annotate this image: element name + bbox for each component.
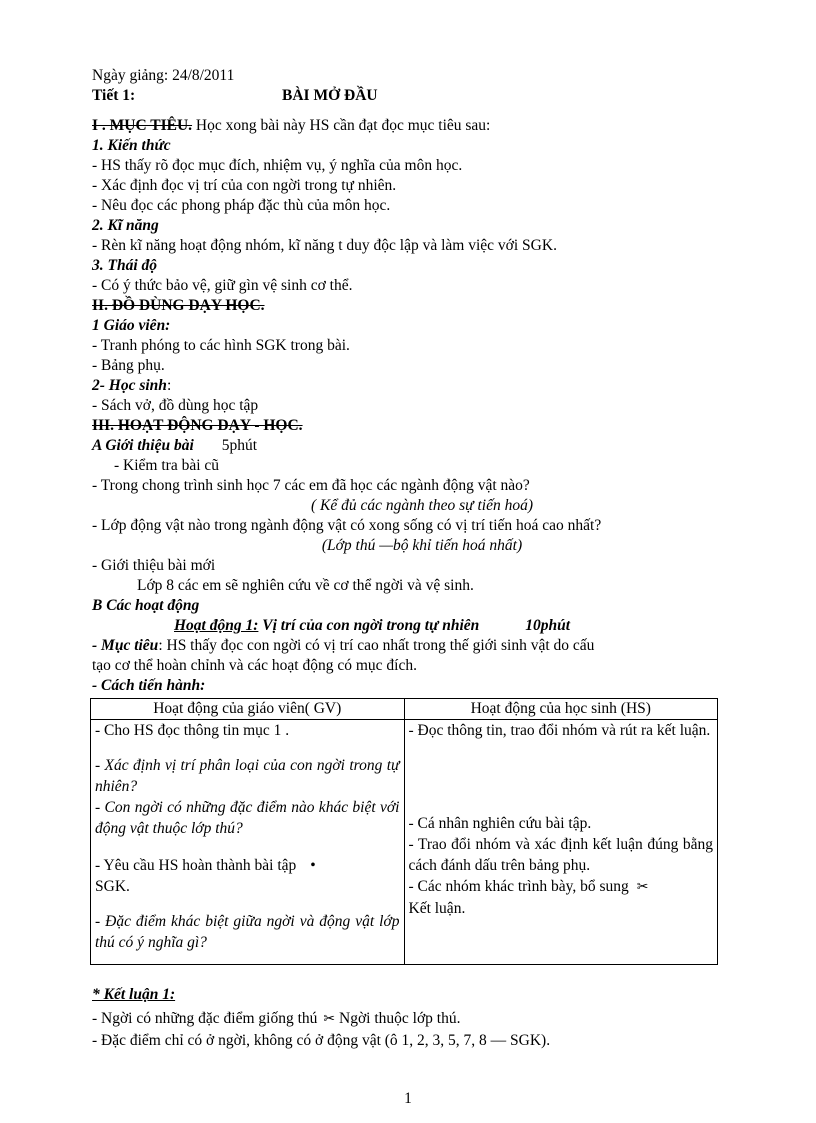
knowledge-item: - HS thấy rõ đọc mục đích, nhiệm vụ, ý nghĩa của môn học. bbox=[92, 157, 463, 174]
conclusion-heading: * Kết luận 1: bbox=[92, 986, 176, 1003]
method-label: - Cách tiến hành: bbox=[92, 677, 206, 694]
knowledge-heading: 1. Kiến thức bbox=[92, 137, 171, 154]
teacher-item: - Bảng phụ. bbox=[92, 357, 165, 374]
teacher-step-3: - Con ngời có những đặc điểm nào khác biệt với động vật thuộc lớp thú? bbox=[95, 799, 400, 837]
activity-1-title-line bbox=[92, 616, 752, 636]
conclusion-line-2: - Đặc điểm chỉ có ở ngời, không có ở động vật (ô 1, 2, 3, 5, 7, 8 — SGK). bbox=[92, 1032, 551, 1049]
skills-item: - Rèn kĩ năng hoạt động nhóm, kĩ năng t duy độc lập và làm việc với SGK. bbox=[92, 237, 557, 254]
teacher-heading: 1 Giáo viên: bbox=[92, 317, 171, 334]
teacher-item: - Tranh phóng to các hình SGK trong bài. bbox=[92, 337, 350, 354]
attitude-heading: 3. Thái độ bbox=[92, 257, 158, 274]
student-item: - Sách vở, đồ dùng học tập bbox=[92, 397, 259, 414]
teacher-step-4b: SGK. bbox=[95, 878, 130, 895]
check-old-lesson: - Kiểm tra bài cũ bbox=[114, 457, 220, 474]
lesson-title: BÀI MỞ ĐẦU bbox=[282, 87, 378, 104]
objectives-line bbox=[92, 116, 752, 136]
student-heading: 2- Học sinh bbox=[92, 377, 167, 394]
activity-table bbox=[90, 698, 718, 965]
teacher-step-1: - Cho HS đọc thông tin mục 1 . bbox=[95, 722, 290, 739]
knowledge-item: - Nêu đọc các phong pháp đặc thù của môn học. bbox=[92, 197, 391, 214]
student-heading-line bbox=[92, 376, 752, 396]
objectives-text: Học xong bài này HS cần đạt đọc mục tiêu sau: bbox=[192, 117, 491, 134]
new-lesson-intro: - Giới thiệu bài mới bbox=[92, 557, 216, 574]
new-lesson-text: Lớp 8 các em sẽ nghiên cứu về cơ thể ngời và vệ sinh. bbox=[137, 577, 474, 594]
table-row bbox=[91, 720, 718, 965]
materials-heading: II. ĐỒ DÙNG DẠY HỌC. bbox=[92, 297, 265, 314]
student-column-header: Hoạt động của học sinh (HS) bbox=[404, 699, 718, 720]
answer-2: (Lớp thú —bộ khỉ tiến hoá nhất) bbox=[321, 537, 523, 554]
student-heading-colon: : bbox=[166, 377, 172, 394]
scissors-icon: ✂ bbox=[323, 1011, 336, 1027]
activities-heading: B Các hoạt động bbox=[92, 597, 200, 614]
spacer bbox=[92, 106, 752, 116]
lesson-number: Tiết 1: bbox=[92, 87, 136, 104]
intro-heading: A Giới thiệu bài bbox=[92, 437, 194, 454]
scissors-icon: ✂ bbox=[636, 879, 649, 895]
goal-label: - Mục tiêu bbox=[92, 637, 159, 654]
student-step-4: - Trao đổi nhóm và xác định kết luận đúng bằng cách đánh dấu trên bảng phụ. bbox=[408, 836, 713, 874]
student-activities-cell bbox=[404, 720, 718, 965]
objectives-label: I . MỤC TIÊU. bbox=[92, 117, 193, 134]
teacher-step-4: - Yêu cầu HS hoàn thành bài tập • bbox=[95, 857, 316, 874]
goal-line bbox=[92, 636, 752, 656]
goal-text: : HS thấy đọc con ngời có vị trí cao nhất trong thế giới sinh vật do cấu bbox=[158, 637, 595, 654]
answer-1: ( Kể đủ các ngành theo sự tiến hoá) bbox=[311, 497, 533, 514]
attitude-item: - Có ý thức bảo vệ, giữ gìn vệ sinh cơ thể. bbox=[92, 277, 353, 294]
skills-heading: 2. Kĩ năng bbox=[92, 217, 159, 234]
table-header-row bbox=[91, 699, 718, 720]
knowledge-item: - Xác định đọc vị trí của con ngời trong tự nhiên. bbox=[92, 177, 397, 194]
teacher-column-header: Hoạt động của giáo viên( GV) bbox=[91, 699, 405, 720]
intro-heading-line bbox=[92, 436, 752, 456]
activity-1-time: 10phút bbox=[525, 617, 571, 634]
student-step-5b: Kết luận. bbox=[408, 900, 466, 917]
question-1: - Trong chong trình sinh học 7 các em đã học các ngành động vật nào? bbox=[92, 477, 530, 494]
date-line: Ngày giảng: 24/8/2011 bbox=[92, 67, 235, 84]
title-row bbox=[92, 86, 752, 106]
teacher-activities-cell bbox=[91, 720, 405, 965]
activities-section-heading: III. HOẠT ĐỘNG DẠY - HỌC. bbox=[92, 417, 303, 434]
student-step-5: - Các nhóm khác trình bày, bổ sung ✂ bbox=[408, 878, 649, 895]
teacher-step-2: - Xác định vị trí phân loại của con ngời trong tự nhiên? bbox=[95, 757, 400, 795]
student-step-3: - Cá nhân nghiên cứu bài tập. bbox=[408, 815, 592, 832]
intro-time: 5phút bbox=[221, 437, 258, 454]
document-page bbox=[92, 66, 752, 1051]
student-step-1: - Đọc thông tin, trao đổi nhóm và rút ra kết luận. bbox=[408, 722, 711, 739]
conclusion-line-1: - Ngời có những đặc điểm giống thú ✂ Ngời thuộc lớp thú. bbox=[92, 1010, 461, 1027]
teacher-step-5: - Đặc điểm khác biệt giữa ngời và động vật lớp thú có ý nghĩa gì? bbox=[95, 913, 400, 951]
goal-text-2: tạo cơ thể hoàn chỉnh và các hoạt động có mục đích. bbox=[92, 657, 417, 674]
activity-1-name: Vị trí của con ngời trong tự nhiên bbox=[258, 617, 480, 634]
bullet-mark-icon: • bbox=[310, 857, 316, 874]
page-number: 1 bbox=[404, 1090, 412, 1107]
activity-1-label: Hoạt động 1: bbox=[174, 617, 259, 634]
question-2: - Lớp động vật nào trong ngành động vật có xong sống có vị trí tiến hoá cao nhất? bbox=[92, 517, 602, 534]
